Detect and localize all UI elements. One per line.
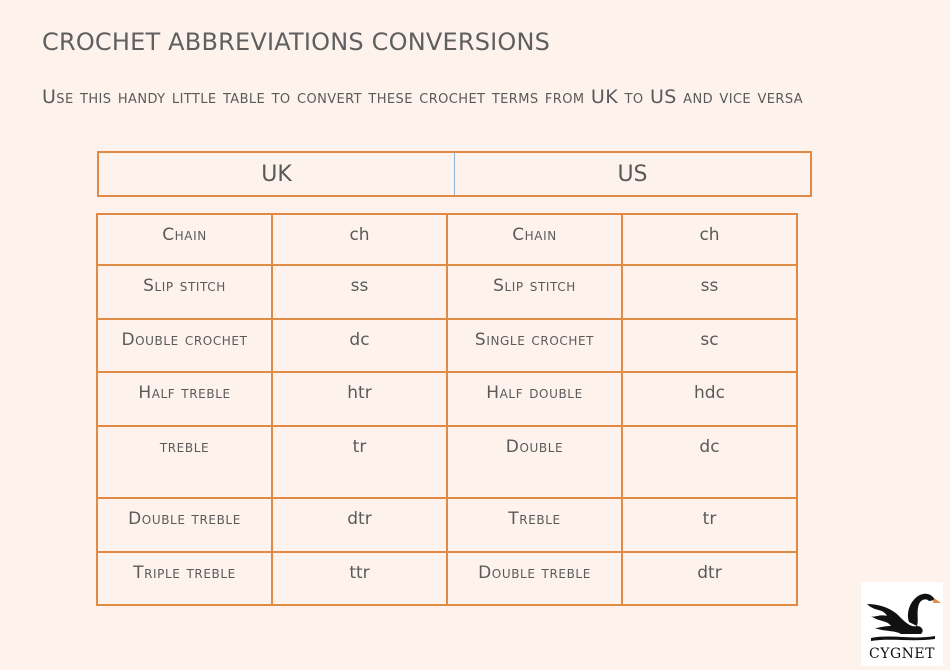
table-row xyxy=(97,426,797,498)
table-row xyxy=(97,372,797,426)
header-uk: UK xyxy=(99,153,455,195)
us-term-cell: Chain xyxy=(447,214,622,265)
uk-term-cell: Double crochet xyxy=(97,319,272,372)
uk-term-cell: Chain xyxy=(97,214,272,265)
table-row xyxy=(97,552,797,605)
swan-logo-icon xyxy=(861,582,943,644)
uk-abbr-cell: ss xyxy=(272,265,447,319)
us-abbr-cell: hdc xyxy=(622,372,797,426)
uk-abbr-cell: dc xyxy=(272,319,447,372)
logo-text: CYGNET xyxy=(869,646,935,662)
us-term-cell: Half double xyxy=(447,372,622,426)
cygnet-logo xyxy=(861,582,943,666)
table-row xyxy=(97,265,797,319)
conversion-table xyxy=(96,213,798,606)
uk-abbr-cell: dtr xyxy=(272,498,447,552)
us-abbr-cell: dc xyxy=(622,426,797,498)
uk-abbr-cell: ch xyxy=(272,214,447,265)
header-us: US xyxy=(617,161,648,187)
us-term-cell: Double xyxy=(447,426,622,498)
us-term-cell: Single crochet xyxy=(447,319,622,372)
uk-abbr-cell: tr xyxy=(272,426,447,498)
table-header xyxy=(97,151,812,197)
us-term-cell: Treble xyxy=(447,498,622,552)
us-abbr-cell: dtr xyxy=(622,552,797,605)
uk-term-cell: Double treble xyxy=(97,498,272,552)
us-abbr-cell: ss xyxy=(622,265,797,319)
table-row xyxy=(97,319,797,372)
page-title: CROCHET ABBREVIATIONS CONVERSIONS xyxy=(42,28,551,56)
uk-abbr-cell: ttr xyxy=(272,552,447,605)
us-abbr-cell: sc xyxy=(622,319,797,372)
us-abbr-cell: tr xyxy=(622,498,797,552)
us-term-cell: Double treble xyxy=(447,552,622,605)
uk-term-cell: treble xyxy=(97,426,272,498)
uk-term-cell: Slip stitch xyxy=(97,265,272,319)
uk-abbr-cell: htr xyxy=(272,372,447,426)
us-term-cell: Slip stitch xyxy=(447,265,622,319)
page-subtitle: Use this handy little table to convert these crochet terms from UK to US and vice versa xyxy=(42,86,804,108)
uk-term-cell: Triple treble xyxy=(97,552,272,605)
us-abbr-cell: ch xyxy=(622,214,797,265)
table-row xyxy=(97,498,797,552)
table-row xyxy=(97,214,797,265)
uk-term-cell: Half treble xyxy=(97,372,272,426)
